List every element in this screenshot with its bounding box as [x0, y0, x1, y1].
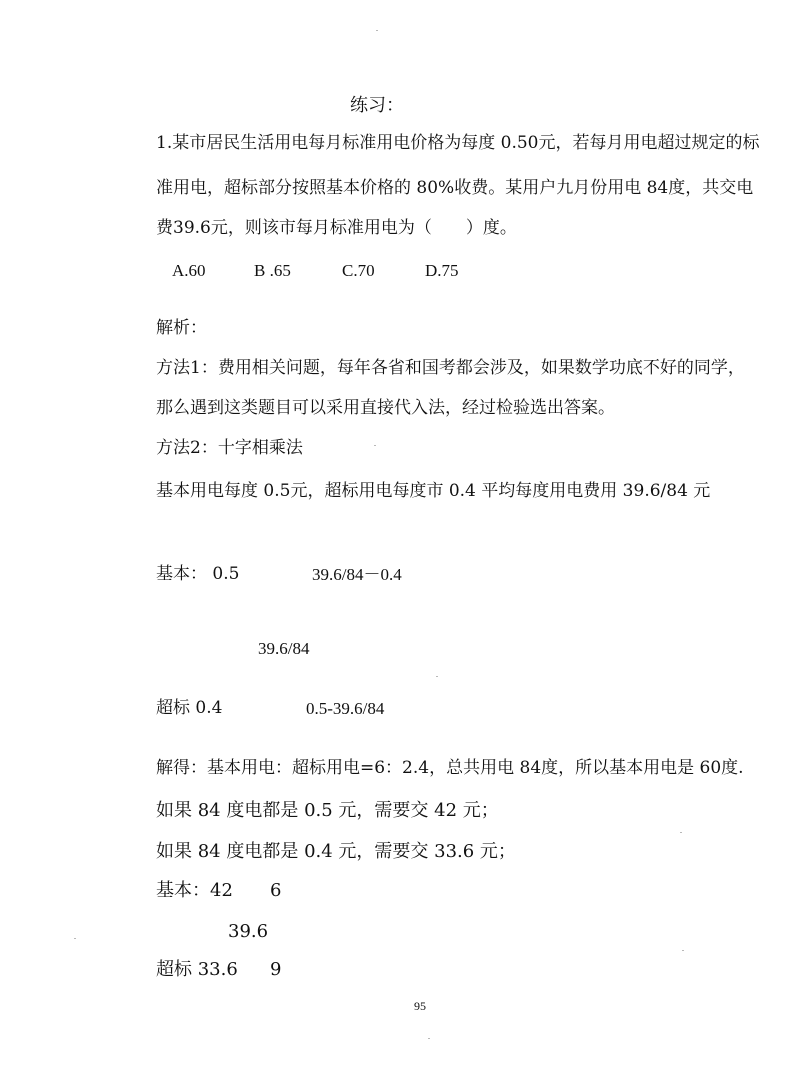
method1-line-2: 那么遇到这类题目可以采用直接代入法，经过检验选出答案。	[156, 398, 615, 418]
price-statement: 基本用电每度 0.5元，超标用电每度市 0.4 平均每度用电费用 39.6/84 元	[156, 481, 711, 501]
solution-line: 解得：基本用电：超标用电=6：2.4，总共用电 84度，所以基本用电是 60度.	[156, 758, 744, 778]
method1-line-1: 方法1：费用相关问题，每年各省和国考都会涉及，如果数学功底不好的同学，	[156, 358, 745, 378]
option-d: D.75	[425, 261, 459, 280]
cross1-basic-diff: 39.6/84－0.4	[312, 565, 402, 584]
option-b: B .65	[254, 261, 291, 280]
question-line-1: 1.某市居民生活用电每月标准用电价格为每度 0.50元，若每月用电超过规定的标	[156, 133, 760, 153]
page-number: 95	[414, 999, 426, 1013]
analysis-heading: 解析：	[156, 318, 207, 338]
scan-speck	[74, 938, 76, 939]
page-title: 练习：	[350, 95, 404, 116]
cross1-basic-label: 基本： 0.5	[156, 564, 240, 584]
option-a: A.60	[172, 261, 206, 280]
question-line-2: 准用电，超标部分按照基本价格的 80%收费。某用户九月份用电 84度，共交电	[156, 178, 754, 198]
cross2-over-label: 超标 33.6	[156, 959, 238, 980]
assumption-line-2: 如果 84 度电都是 0.4 元，需要交 33.6 元；	[156, 841, 516, 862]
cross2-basic-diff: 6	[270, 880, 282, 901]
option-c: C.70	[342, 261, 375, 280]
cross1-average: 39.6/84	[258, 639, 310, 658]
cross1-over-diff: 0.5-39.6/84	[306, 699, 385, 718]
scan-speck	[680, 832, 682, 833]
cross2-average: 39.6	[228, 921, 269, 942]
scan-speck	[376, 30, 378, 31]
question-line-3: 费39.6元，则该市每月标准用电为（ ）度。	[156, 218, 517, 238]
scan-speck	[374, 445, 376, 446]
assumption-line-1: 如果 84 度电都是 0.5 元，需要交 42 元；	[156, 800, 499, 821]
scan-speck	[436, 676, 438, 677]
cross1-over-label: 超标 0.4	[156, 698, 223, 718]
scan-speck	[682, 950, 684, 951]
scan-speck	[428, 1038, 430, 1039]
method2-heading: 方法2：十字相乘法	[156, 438, 303, 458]
cross2-over-diff: 9	[270, 959, 282, 980]
cross2-basic-label: 基本：42	[156, 880, 233, 901]
